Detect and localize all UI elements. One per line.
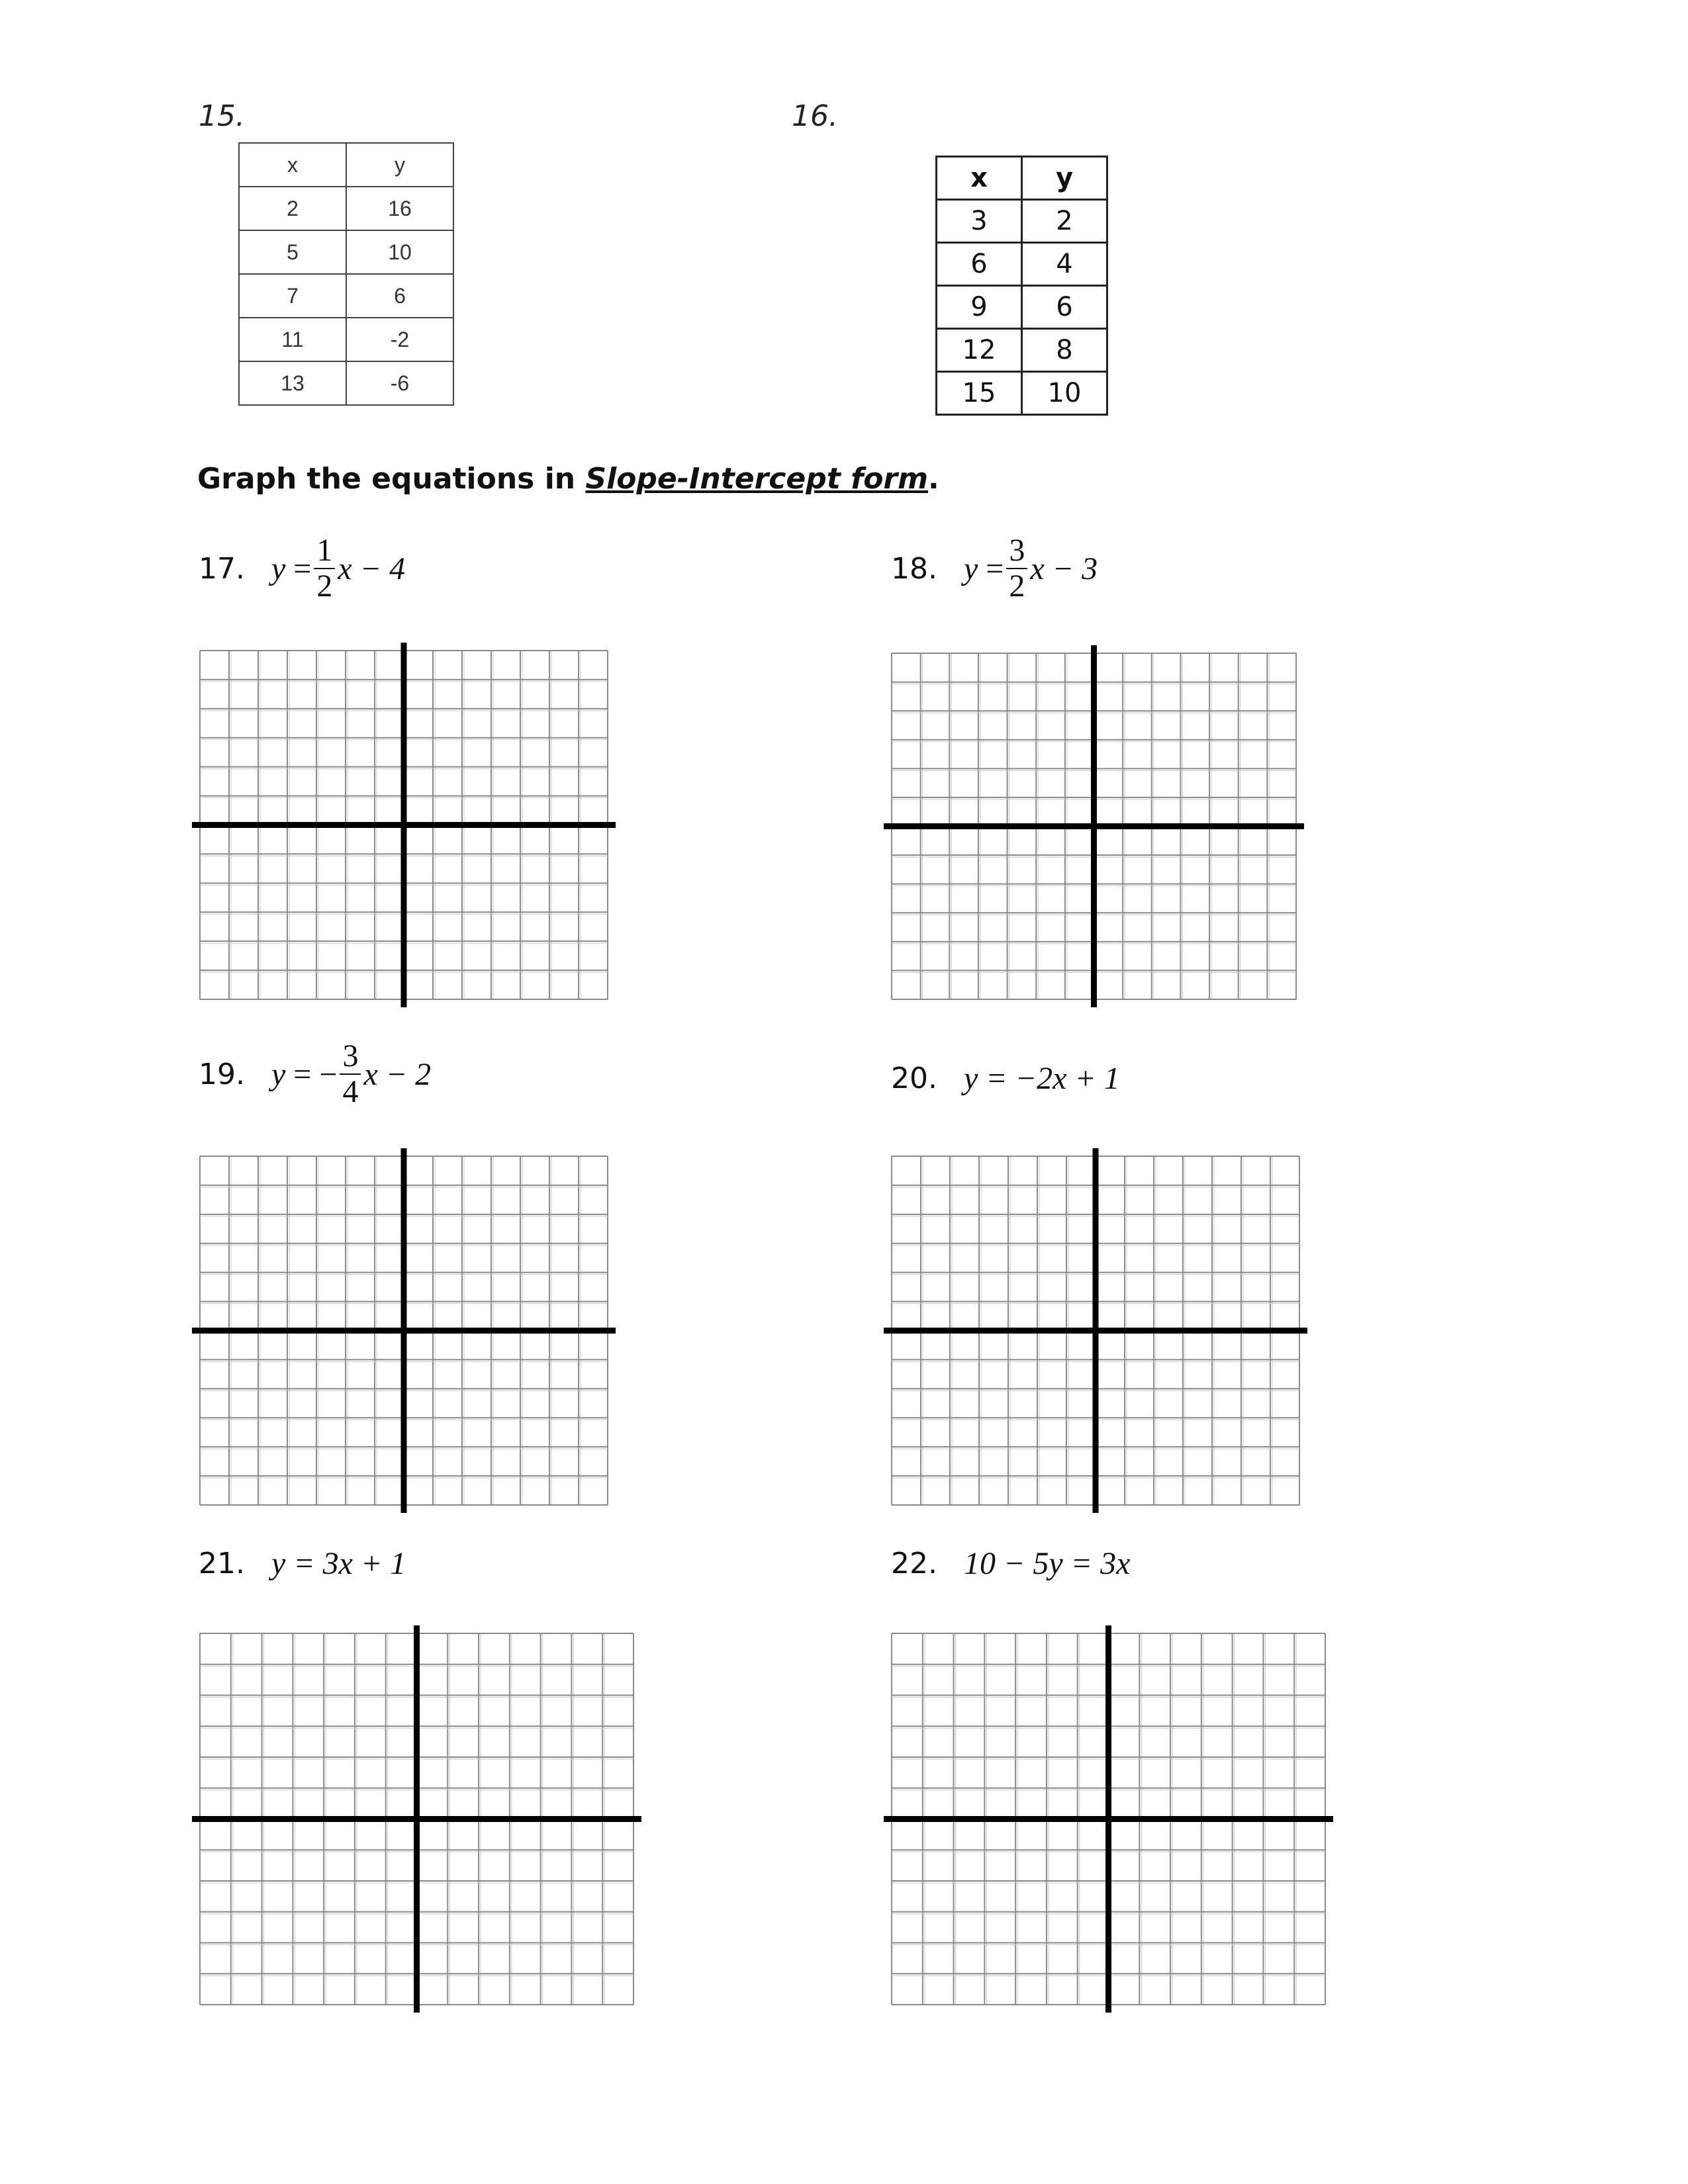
problem-16-table: [935, 156, 1108, 416]
coordinate-grid-21[interactable]: [192, 1625, 641, 2013]
instruction-suffix: .: [927, 462, 939, 496]
equation-equals: = −: [293, 1056, 338, 1092]
instruction-emphasis: Slope-Intercept form: [585, 462, 928, 496]
equation-label: 21.: [199, 1547, 245, 1580]
table-cell: 8: [1022, 329, 1107, 372]
equation-18: [891, 535, 1098, 602]
equation-label: 17.: [199, 551, 245, 586]
table-row: [937, 372, 1107, 415]
equation-rest: x − 3: [1030, 551, 1098, 586]
equation-fraction: [1006, 535, 1027, 602]
problem-15-label: 15.: [199, 99, 245, 133]
instruction-heading: [197, 462, 939, 496]
equation-22: [891, 1545, 1130, 1582]
equation-text: y = −2x + 1: [963, 1061, 1120, 1096]
table-cell: -2: [346, 318, 453, 361]
table-cell: 7: [239, 274, 346, 318]
fraction-numerator: 3: [1009, 533, 1025, 568]
table-row: [239, 318, 453, 361]
table-header-y: y: [346, 143, 453, 187]
table-cell: -6: [346, 361, 453, 405]
table-cell: 6: [346, 274, 453, 318]
instruction-prefix: Graph the equations in: [197, 462, 586, 496]
table-row: [937, 286, 1107, 329]
equation-20: [891, 1060, 1120, 1097]
equation-equals: =: [293, 551, 312, 586]
table-cell: 11: [239, 318, 346, 361]
equation-label: 19.: [199, 1057, 245, 1091]
fraction-denominator: 2: [1009, 569, 1025, 604]
table-header-x: x: [937, 157, 1022, 200]
table-cell: 2: [1022, 200, 1107, 243]
table-row: [937, 329, 1107, 372]
equation-fraction: [340, 1040, 361, 1108]
table-cell: 2: [239, 187, 346, 230]
problem-15-table: [238, 142, 454, 406]
table-cell: 5: [239, 230, 346, 274]
equation-y: y: [963, 551, 978, 586]
table-row: [239, 230, 453, 274]
coordinate-grid-17[interactable]: [192, 643, 616, 1007]
fraction-denominator: 2: [316, 569, 333, 604]
equation-text: 10 − 5y = 3x: [963, 1546, 1131, 1581]
coordinate-grid-19[interactable]: [192, 1148, 616, 1513]
table-cell: 6: [937, 243, 1022, 286]
table-cell: 10: [346, 230, 453, 274]
table-row: [937, 243, 1107, 286]
equation-equals: =: [986, 551, 1004, 586]
equation-y: y: [271, 1056, 286, 1092]
table-cell: 15: [937, 372, 1022, 415]
table-cell: 4: [1022, 243, 1107, 286]
equation-fraction: [314, 535, 335, 602]
table-row: [239, 361, 453, 405]
problem-16-label: 16.: [792, 99, 838, 133]
table-header-x: x: [239, 143, 346, 187]
table-cell: 9: [937, 286, 1022, 329]
equation-text: y = 3x + 1: [271, 1546, 406, 1581]
equation-rest: x − 2: [363, 1056, 432, 1092]
equation-label: 20.: [891, 1062, 937, 1095]
equation-19: [199, 1040, 431, 1108]
equation-17: [199, 535, 405, 602]
equation-21: [199, 1545, 406, 1582]
fraction-denominator: 4: [342, 1074, 359, 1109]
equation-label: 22.: [891, 1547, 937, 1580]
table-cell: 12: [937, 329, 1022, 372]
equation-label: 18.: [891, 551, 937, 586]
fraction-numerator: 1: [316, 533, 333, 568]
table-row: [937, 157, 1107, 200]
table-row: [937, 200, 1107, 243]
table-cell: 3: [937, 200, 1022, 243]
table-row: [239, 143, 453, 187]
table-row: [239, 274, 453, 318]
table-cell: 13: [239, 361, 346, 405]
table-cell: 10: [1022, 372, 1107, 415]
equation-y: y: [271, 551, 286, 586]
equation-rest: x − 4: [338, 551, 406, 586]
coordinate-grid-22[interactable]: [884, 1625, 1333, 2013]
table-cell: 16: [346, 187, 453, 230]
table-header-y: y: [1022, 157, 1107, 200]
fraction-numerator: 3: [342, 1038, 359, 1073]
coordinate-grid-18[interactable]: [884, 645, 1304, 1007]
coordinate-grid-20[interactable]: [884, 1148, 1307, 1513]
table-cell: 6: [1022, 286, 1107, 329]
table-row: [239, 187, 453, 230]
